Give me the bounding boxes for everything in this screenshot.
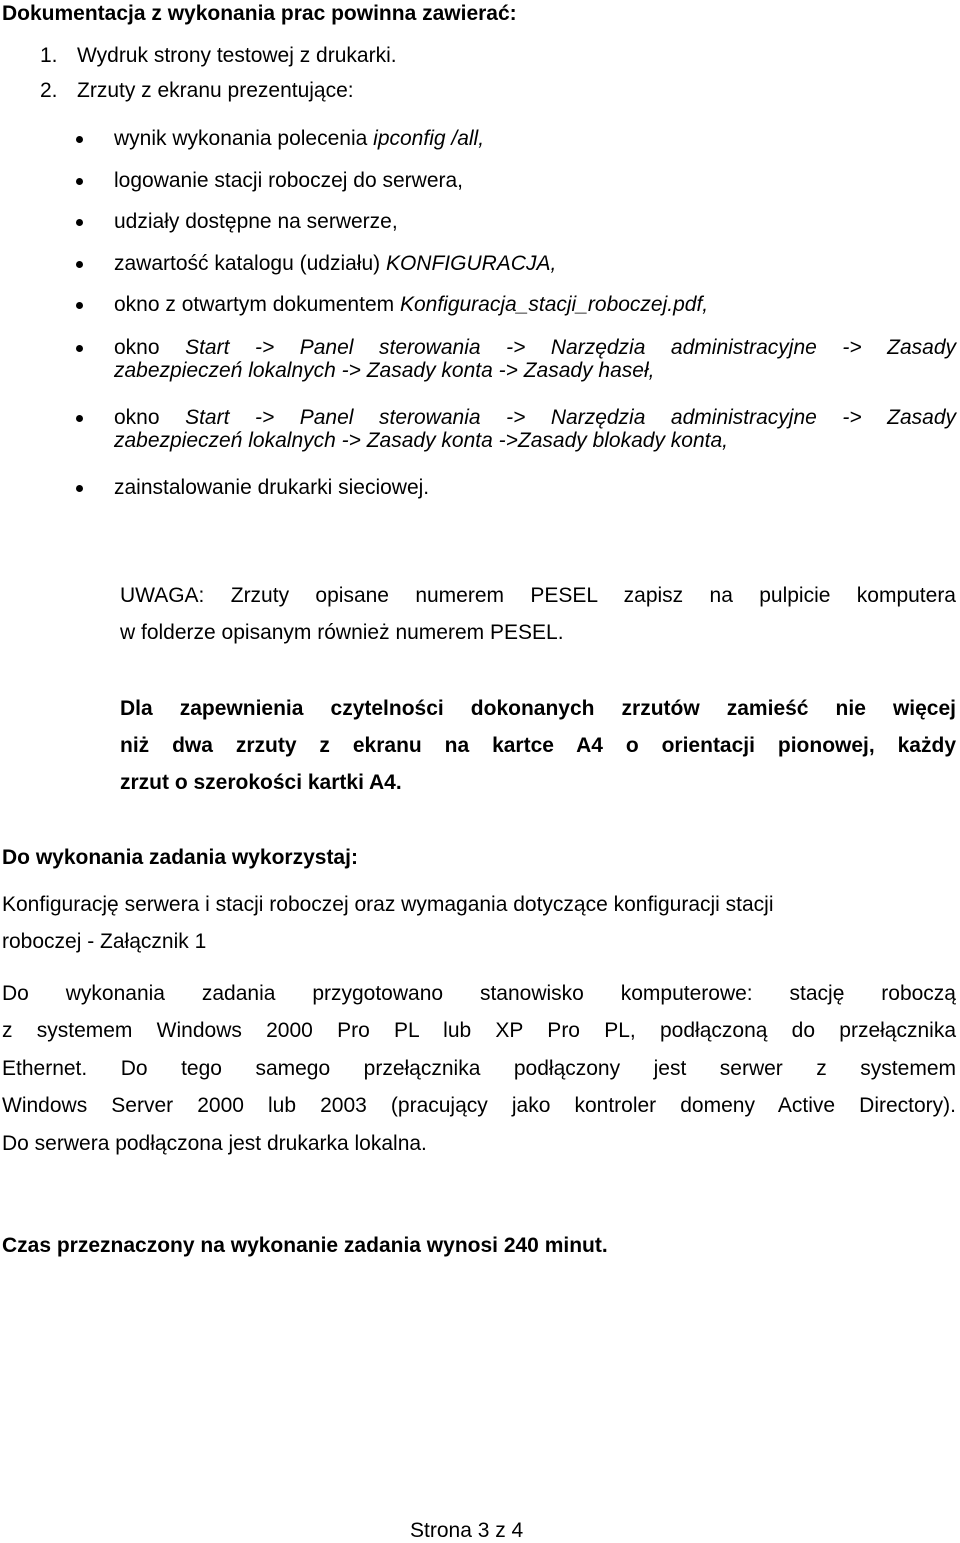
bullet-text: okno xyxy=(114,336,186,359)
environment-line-2: z systemem Windows 2000 Pro PL lub XP Pro PL, podłączoną do przełącznika xyxy=(2,1019,956,1042)
numbered-item-1 xyxy=(40,44,397,68)
note-line-1: UWAGA: Zrzuty opisane numerem PESEL zapisz na pulpicie komputera xyxy=(120,584,956,607)
bullet-password-policy xyxy=(76,336,958,386)
bullet-text: udziały dostępne na serwerze, xyxy=(114,210,398,233)
warning-line-2: niż dwa zrzuty z ekranu na kartce A4 o orientacji pionowej, każdy xyxy=(120,734,956,757)
bullet-icon xyxy=(76,261,83,268)
bullet-text-italic: KONFIGURACJA, xyxy=(385,252,557,275)
item-number: 2. xyxy=(40,79,58,102)
bullet-icon xyxy=(76,302,83,309)
bullet-text: okno xyxy=(114,406,186,429)
bullet-line-2: zabezpieczeń lokalnych -> Zasady konta ->Zasady blokady konta, xyxy=(114,429,729,452)
time-allowed: Czas przeznaczony na wykonanie zadania wynosi 240 minut. xyxy=(2,1234,608,1257)
page-number: Strona 3 z 4 xyxy=(410,1519,524,1542)
resources-line-2: roboczej - Załącznik 1 xyxy=(2,930,207,953)
bullet-text-italic: Start -> Panel sterowania -> Narzędzia administracyjne -> Zasady xyxy=(185,406,957,429)
warning-line-3: zrzut o szerokości kartki A4. xyxy=(120,771,402,794)
note-line-2: w folderze opisanym również numerem PESEL. xyxy=(120,621,564,644)
bullet-line-2: zabezpieczeń lokalnych -> Zasady konta -> Zasady haseł, xyxy=(114,359,655,382)
bullet-line-1 xyxy=(114,406,956,430)
bullet-line-1 xyxy=(114,336,956,360)
item-text: Wydruk strony testowej z drukarki. xyxy=(77,44,397,67)
documentation-heading: Dokumentacja z wykonania prac powinna zawierać: xyxy=(2,2,517,25)
bullet-text-italic: ipconfig /all, xyxy=(373,127,485,150)
environment-line-5: Do serwera podłączona jest drukarka lokalna. xyxy=(2,1132,427,1155)
item-number: 1. xyxy=(40,44,58,67)
bullet-text: logowanie stacji roboczej do serwera, xyxy=(114,169,464,192)
bullet-icon xyxy=(76,219,83,226)
bullet-icon xyxy=(76,178,83,185)
bullet-icon xyxy=(76,136,83,143)
bullet-text: zawartość katalogu (udziału) xyxy=(114,252,386,275)
environment-line-4: Windows Server 2000 lub 2003 (pracujący jako kontroler domeny Active Directory). xyxy=(2,1094,956,1117)
environment-line-1: Do wykonania zadania przygotowano stanowisko komputerowe: stację roboczą xyxy=(2,982,956,1005)
environment-line-3: Ethernet. Do tego samego przełącznika podłączony jest serwer z systemem xyxy=(2,1057,956,1080)
bullet-text: wynik wykonania polecenia xyxy=(114,127,374,150)
bullet-text-italic: Konfiguracja_stacji_roboczej.pdf, xyxy=(399,293,709,316)
bullet-icon xyxy=(76,345,83,352)
item-text: Zrzuty z ekranu prezentujące: xyxy=(77,79,354,102)
bullet-icon xyxy=(76,415,83,422)
numbered-item-2 xyxy=(40,79,354,103)
resources-line-1: Konfigurację serwera i stacji roboczej oraz wymagania dotyczące konfiguracji stacji xyxy=(2,893,774,916)
resources-heading: Do wykonania zadania wykorzystaj: xyxy=(2,846,358,869)
bullet-text: okno z otwartym dokumentem xyxy=(114,293,400,316)
bullet-icon xyxy=(76,485,83,492)
bullet-text-italic: Start -> Panel sterowania -> Narzędzia administracyjne -> Zasady xyxy=(185,336,957,359)
bullet-text: zainstalowanie drukarki sieciowej. xyxy=(114,476,430,499)
bullet-lockout-policy xyxy=(76,406,958,456)
warning-line-1: Dla zapewnienia czytelności dokonanych zrzutów zamieść nie więcej xyxy=(120,697,956,720)
